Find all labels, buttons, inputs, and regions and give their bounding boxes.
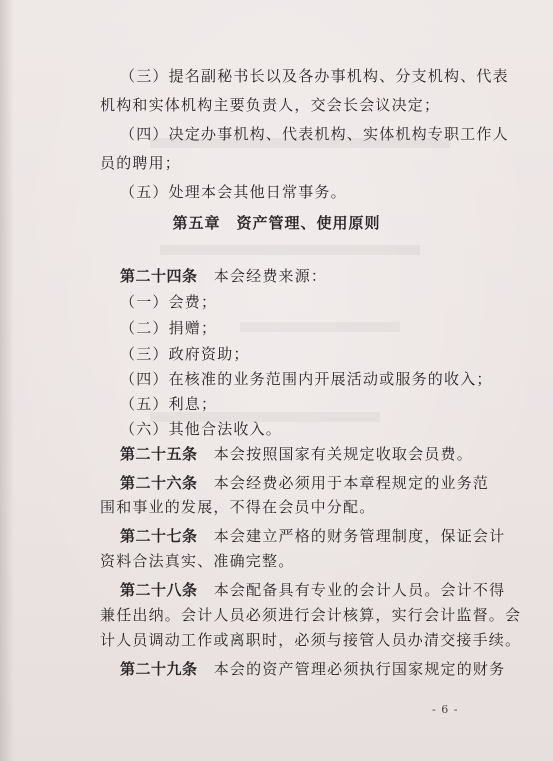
text-line: 兼任出纳。会计人员必须进行会计核算，实行会计监督。会 <box>100 606 522 624</box>
article-25 <box>120 444 473 464</box>
article-label: 第二十九条 <box>120 660 198 678</box>
text-line: （四）决定办事机构、代表机构、实体机构专职工作人 <box>120 125 509 143</box>
article-text: 本会经费必须用于本章程规定的业务范 <box>213 474 490 492</box>
source-item: （一）会费； <box>120 293 218 311</box>
text-line: 计人员调动工作或离职时，必须与接管人员办清交接手续。 <box>100 631 522 649</box>
source-item: （六）其他合法收入。 <box>120 420 283 438</box>
text-line: 机构和实体机构主要负责人，交会长会议决定； <box>100 96 441 114</box>
text-line: 员的聘用； <box>100 154 182 172</box>
source-item: （四）在核准的业务范围内开展活动或服务的收入； <box>120 370 493 388</box>
source-item: （三）政府资助； <box>120 345 250 363</box>
article-label: 第二十六条 <box>120 474 198 492</box>
article-text: 本会配备具有专业的会计人员。会计不得 <box>213 581 506 599</box>
text-line: （五）处理本会其他日常事务。 <box>120 183 347 201</box>
bleed-through-mark <box>240 322 400 332</box>
text-line: 围和事业的发展，不得在会员中分配。 <box>100 498 376 516</box>
text-line: 资料合法真实、准确完整。 <box>100 552 295 570</box>
article-27 <box>120 526 505 546</box>
article-26 <box>120 473 489 493</box>
page-shadow <box>0 0 14 761</box>
article-29 <box>120 659 505 679</box>
page-number: - 6 - <box>432 703 459 716</box>
article-24 <box>120 266 327 286</box>
article-label: 第二十四条 <box>120 267 198 285</box>
source-item: （五）利息； <box>120 395 218 413</box>
article-text: 本会的资产管理必须执行国家规定的财务 <box>213 660 506 678</box>
article-label: 第二十八条 <box>120 581 198 599</box>
source-item: （二）捐赠； <box>120 319 218 337</box>
article-text: 本会建立严格的财务管理制度，保证会计 <box>213 527 506 545</box>
article-label: 第二十五条 <box>120 445 198 463</box>
bleed-through-mark <box>160 245 420 255</box>
article-label: 第二十七条 <box>120 527 198 545</box>
text-line: （三）提名副秘书长以及各办事机构、分支机构、代表 <box>120 67 509 85</box>
article-28 <box>120 580 505 600</box>
chapter-heading: 第五章 资产管理、使用原则 <box>172 214 381 232</box>
article-text: 本会按照国家有关规定收取会员费。 <box>213 445 473 463</box>
article-text: 本会经费来源： <box>213 267 328 285</box>
